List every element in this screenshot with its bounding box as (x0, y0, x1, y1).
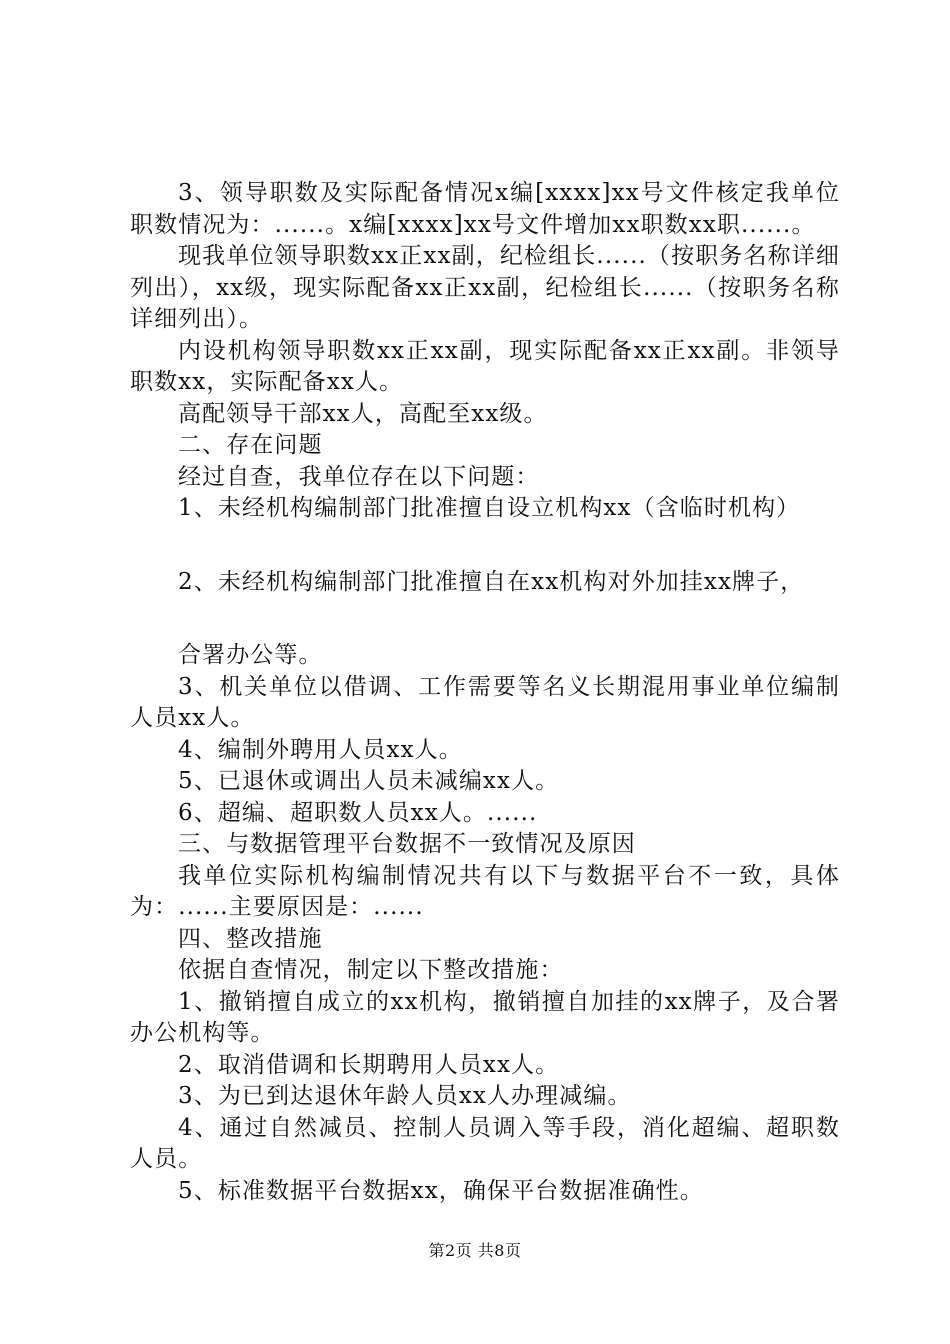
section-heading-rectification: 四、整改措施 (178, 925, 323, 952)
page-footer (0, 1241, 950, 1261)
rectification-item-5: 5、标准数据平台数据xx，确保平台数据准确性。 (178, 1177, 704, 1204)
problem-item-3: 3、机关单位以借调、工作需要等名义长期混用事业单位编制人员xx人。 (130, 673, 840, 731)
paragraph-data-inconsistency: 我单位实际机构编制情况共有以下与数据平台不一致，具体为：......主要原因是：...... (130, 862, 840, 920)
paragraph-leadership-quota: 3、领导职数及实际配备情况x编[xxxx]xx号文件核定我单位职数情况为：......。x编[xxxx]xx号文件增加xx职数xx职......。 (130, 180, 840, 238)
problem-item-4: 4、编制外聘用人员xx人。 (178, 736, 463, 763)
rectification-item-4: 4、通过自然减员、控制人员调入等手段，消化超编、超职数人员。 (130, 1114, 840, 1172)
paragraph-self-check-intro: 经过自查，我单位存在以下问题： (178, 463, 540, 490)
problem-item-6: 6、超编、超职数人员xx人。...... (178, 799, 538, 826)
problem-item-2: 2、未经机构编制部门批准擅自在xx机构对外加挂xx牌子， (178, 568, 805, 595)
problem-item-5: 5、已退休或调出人员未减编xx人。 (178, 768, 560, 794)
section-heading-problems: 二、存在问题 (178, 432, 323, 458)
section-heading-data-inconsistency: 三、与数据管理平台数据不一致情况及原因 (178, 831, 636, 857)
rectification-item-3: 3、为已到达退休年龄人员xx人办理减编。 (178, 1083, 632, 1109)
page-indicator: 第2页 共8页 (428, 1241, 522, 1260)
document-body (130, 178, 840, 1207)
problem-item-1: 1、未经机构编制部门批准擅自设立机构xx（含临时机构） (178, 495, 801, 521)
paragraph-rectification-intro: 依据自查情况，制定以下整改措施： (178, 957, 564, 983)
rectification-item-2: 2、取消借调和长期聘用人员xx人。 (178, 1051, 560, 1078)
rectification-item-1: 1、撤销擅自成立的xx机构，撤销擅自加挂的xx牌子，及合署办公机构等。 (130, 988, 840, 1046)
paragraph-high-rank-cadres: 高配领导干部xx人，高配至xx级。 (178, 400, 548, 427)
paragraph-internal-leadership: 内设机构领导职数xx正xx副，现实际配备xx正xx副。非领导职数xx，实际配备xx人。 (130, 337, 840, 395)
paragraph-current-leadership: 现我单位领导职数xx正xx副，纪检组长......（按职务名称详细列出），xx级，现实际配备xx正xx副，纪检组长......（按职务名称详细列出）。 (130, 243, 840, 332)
problem-item-2-continued: 合署办公等。 (178, 642, 323, 668)
